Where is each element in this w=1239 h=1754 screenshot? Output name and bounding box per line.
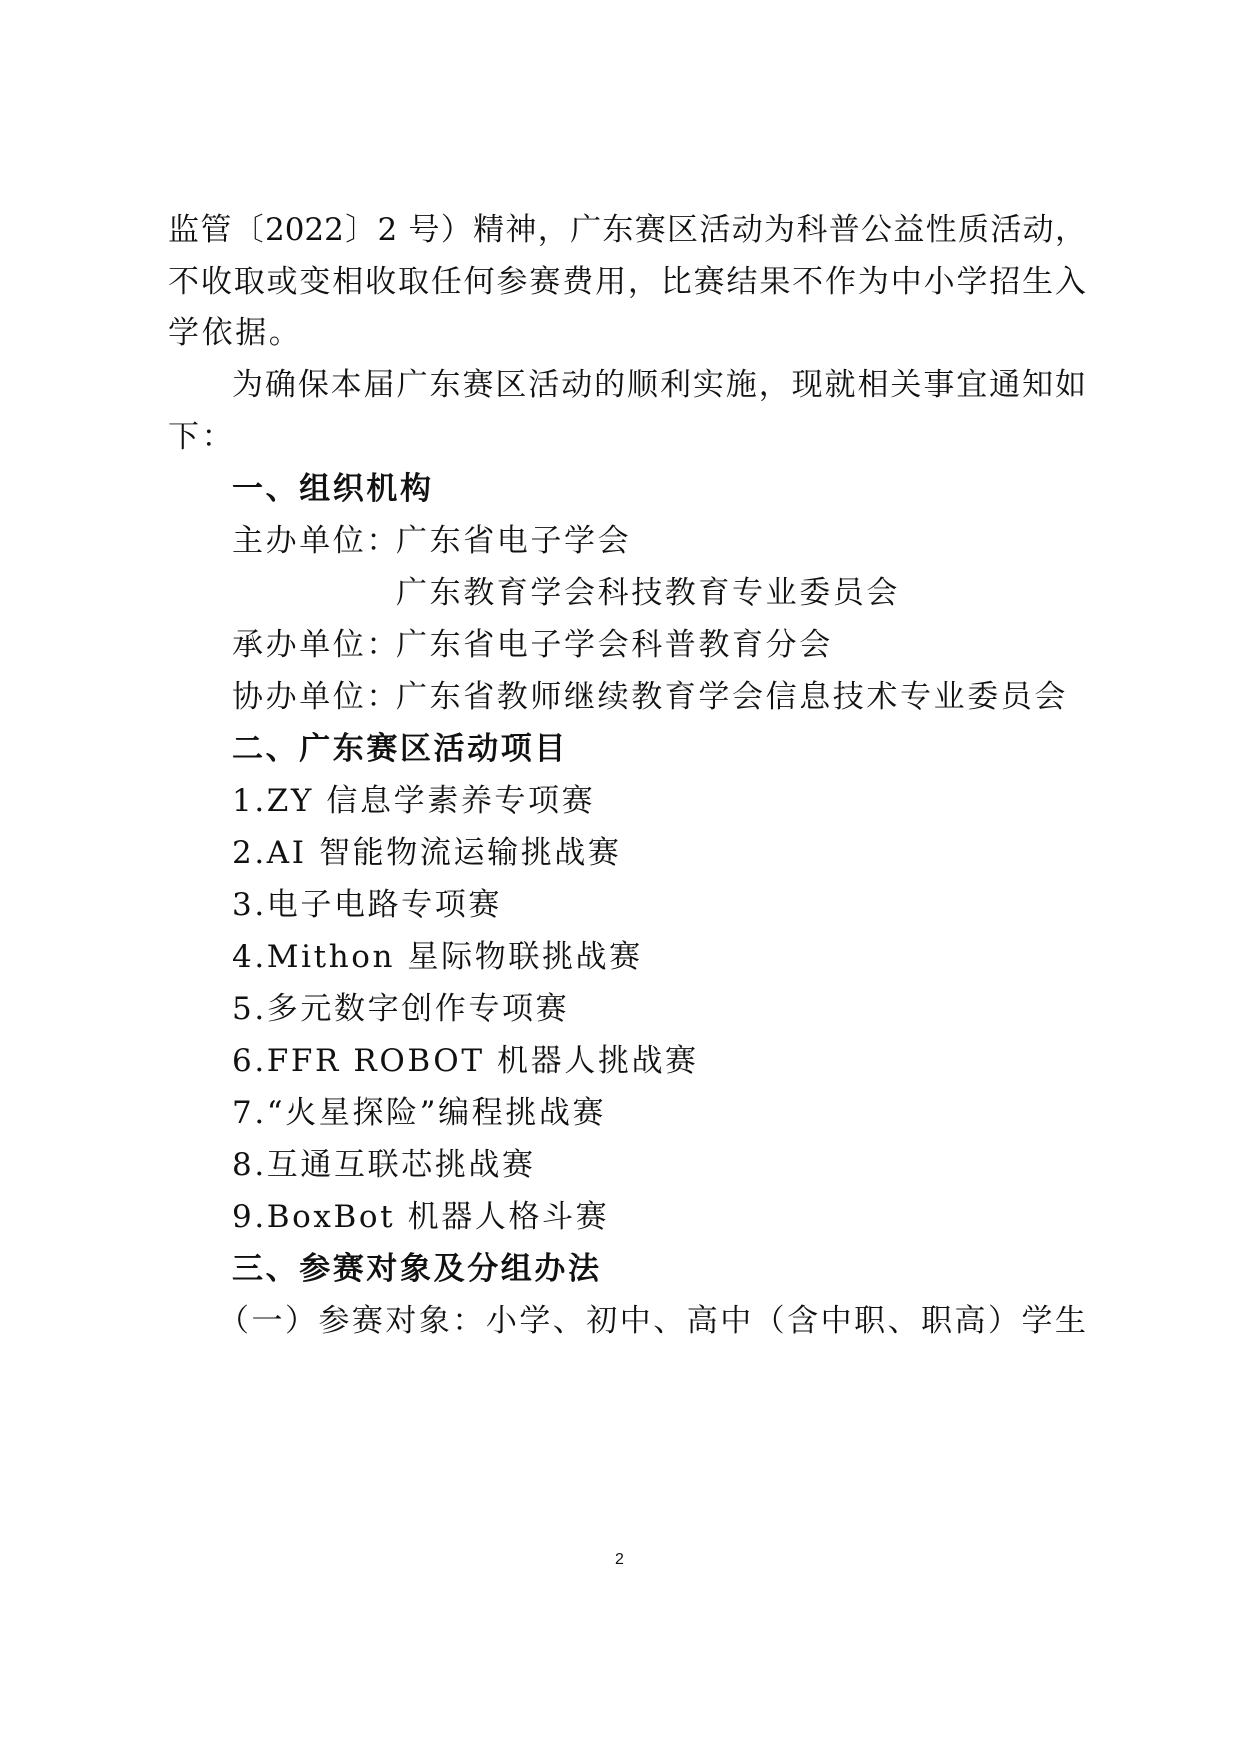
project-item-5: 5.多元数字创作专项赛 (232, 991, 570, 1027)
paragraph-1-line-3: 学依据。 (168, 315, 303, 351)
paragraph-2-line-1: 为确保本届广东赛区活动的顺利实施，现就相关事宜通知如 (232, 367, 1086, 403)
project-item-8: 8.互通互联芯挑战赛 (232, 1147, 536, 1183)
project-item-4: 4.Mithon 星际物联挑战赛 (232, 939, 643, 975)
page-number: 2 (615, 1551, 624, 1568)
project-item-1: 1.ZY 信息学素养专项赛 (232, 783, 596, 819)
section-3-line-1: （一）参赛对象：小学、初中、高中（含中职、职高）学生 (218, 1303, 1086, 1339)
section-3-heading: 三、参赛对象及分组办法 (232, 1251, 602, 1287)
project-item-6: 6.FFR ROBOT 机器人挑战赛 (232, 1043, 699, 1079)
project-item-9: 9.BoxBot 机器人格斗赛 (232, 1199, 610, 1235)
co-organizer: 广东省教师继续教育学会信息技术专业委员会 (396, 679, 1068, 715)
project-item-7: 7.“火星探险”编程挑战赛 (232, 1095, 607, 1131)
project-item-3: 3.电子电路专项赛 (232, 887, 502, 923)
organizer: 广东省电子学会科普教育分会 (396, 627, 833, 663)
host-label: 主办单位： (232, 523, 400, 559)
co-organizer-label: 协办单位： (232, 679, 400, 715)
paragraph-2-line-2: 下： (168, 419, 236, 455)
section-1-heading: 一、组织机构 (232, 471, 434, 507)
section-2-heading: 二、广东赛区活动项目 (232, 731, 568, 767)
project-item-2: 2.AI 智能物流运输挑战赛 (232, 835, 622, 871)
host-1: 广东省电子学会 (396, 523, 632, 559)
host-2: 广东教育学会科技教育专业委员会 (396, 575, 900, 611)
paragraph-1-line-2: 不收取或变相收取任何参赛费用，比赛结果不作为中小学招生入 (168, 264, 1086, 300)
paragraph-1-line-1: 监管〔2022〕2 号）精神，广东赛区活动为科普公益性质活动， (168, 212, 1086, 248)
organizer-label: 承办单位： (232, 627, 400, 663)
